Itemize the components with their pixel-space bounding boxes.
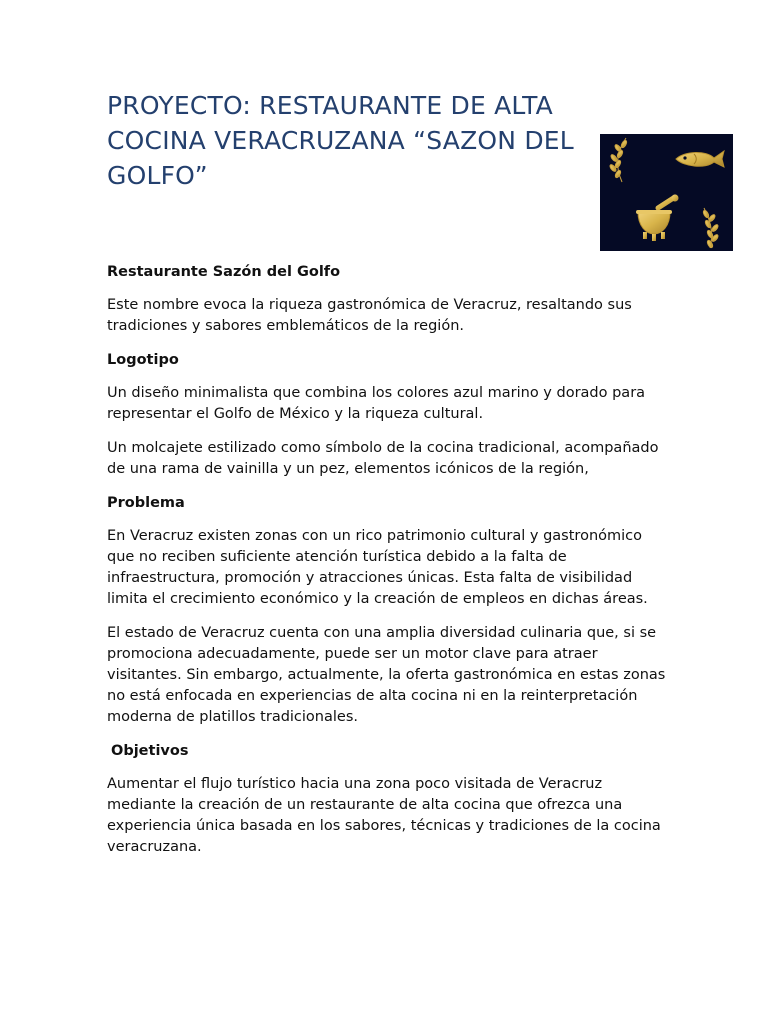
section-heading-logo: Logotipo [107, 352, 179, 368]
fish-icon [676, 151, 724, 167]
document-body [107, 262, 667, 871]
molcajete-icon [636, 195, 679, 242]
paragraph-problem-1: En Veracruz existen zonas con un rico patrimonio cultural y gastronómico que no reciben suficiente atención turística debido a la falta de infraestructura, promoción y atracciones únicas. Esta falta de visibilidad limita el crecimiento económico y la creación de empleos en dichas áreas. [107, 528, 648, 607]
section-heading-problem: Problema [107, 495, 185, 511]
paragraph-logo-design: Un diseño minimalista que combina los colores azul marino y dorado para representar el Golfo de México y la riqueza cultural. [107, 385, 646, 422]
section-heading-name: Restaurante Sazón del Golfo [107, 264, 341, 280]
section-heading-objectives: Objetivos [111, 743, 189, 759]
logo-graphic [600, 134, 733, 251]
paragraph-name-description: Este nombre evoca la riqueza gastronómica de Veracruz, resaltando sus tradiciones y sabores emblemáticos de la región. [107, 297, 632, 334]
paragraph-logo-elements: Un molcajete estilizado como símbolo de la cocina tradicional, acompañado de una rama de vainilla y un pez, elementos icónicos de la región, [107, 440, 659, 477]
document-title: PROYECTO: RESTAURANTE DE ALTA COCINA VERACRUZANA “SAZON DEL GOLFO” [107, 91, 574, 190]
paragraph-objectives: Aumentar el flujo turístico hacia una zona poco visitada de Veracruz mediante la creación de un restaurante de alta cocina que ofrezca una experiencia única basada en los sabores, técnicas y tradiciones de la cocina veracruzana. [107, 776, 661, 855]
restaurant-logo [600, 134, 733, 251]
paragraph-problem-2: El estado de Veracruz cuenta con una amplia diversidad culinaria que, si se promociona adecuadamente, puede ser un motor clave para atraer visitantes. Sin embargo, actualmente, la oferta gastronómica en estas zonas no está enfocada en experiencias de alta cocina ni en la reinterpretación moderna de platillos tradicionales. [107, 625, 666, 725]
wheat-branch-icon [702, 208, 719, 248]
wheat-branch-icon [609, 138, 628, 182]
